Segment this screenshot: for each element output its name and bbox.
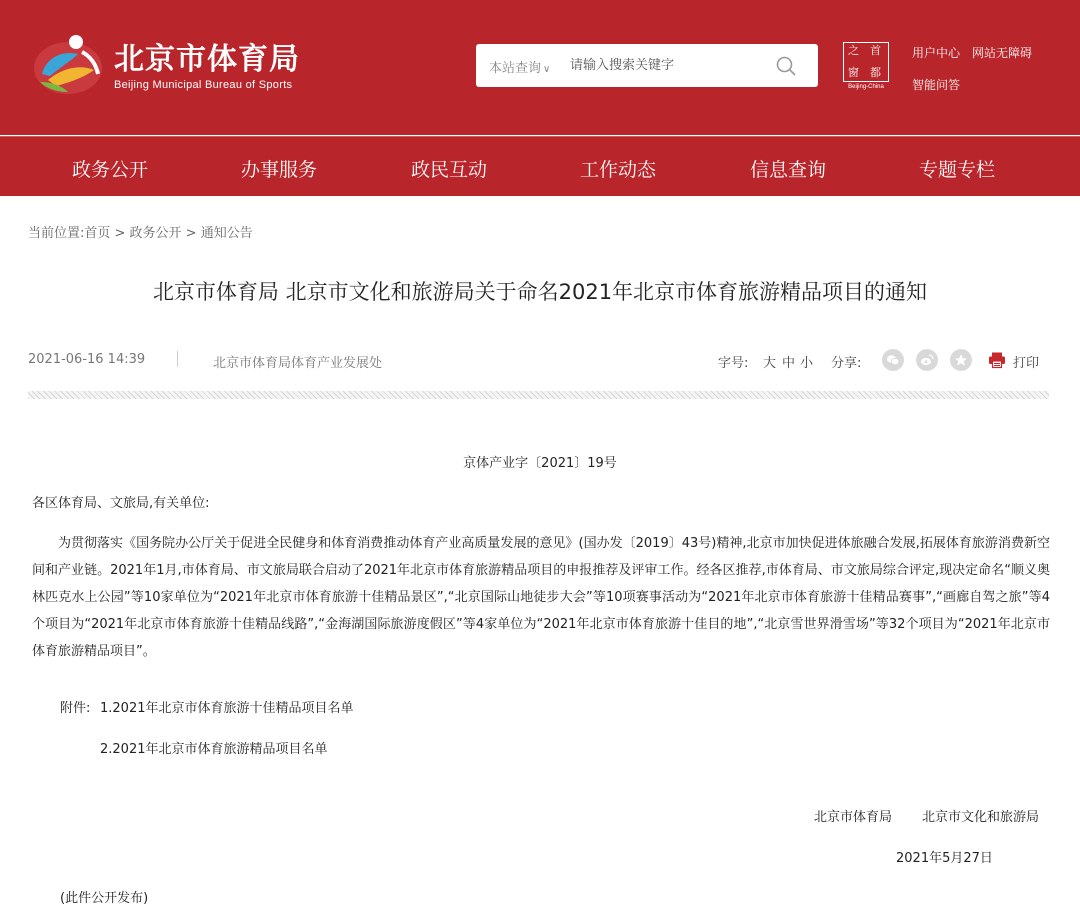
publish-date: 2021-06-16 14:39 [28,352,146,367]
publication-note: (此件公开发布) [60,891,149,906]
search-scope-dropdown[interactable] [489,57,550,76]
chevron-down-icon: ∨ [543,64,551,75]
meta-divider-stripe [28,391,1049,399]
capital-window-seal[interactable] [843,42,889,92]
nav-item-interaction[interactable]: 政民互动 [411,159,488,181]
breadcrumb[interactable]: 当前位置:首页 > 政务公开 > 通知公告 [28,226,253,241]
search-icon[interactable] [775,55,797,77]
nav-item-special-topics[interactable]: 专题专栏 [919,159,996,181]
body-paragraph: 为贯彻落实《国务院办公厅关于促进全民健身和体育消费推动体育产业高质量发展的意见》(国办发〔2019〕43号)精神,北京市加快促进体旅融合发展,拓展体育旅游消费新空间和产业链。2021年1月,市体育局、市文旅局联合启动了2021年北京市体育旅游精品项目的申报推荐及评审工作。经各区推荐,市体育局、市文旅局综合评定,现决定命名“顺义奥林匹克水上公园”等10家单位为“2021年北京市体育旅游十佳精品景区”,“北京国际山地徒步大会”等10项赛事活动为“2021年北京市体育旅游十佳精品赛事”,“画廊自驾之旅”等4个项目为“2021年北京市体育旅游十佳精品线路”,“金海湖国际旅游度假区”等4家单位为“2021年北京市体育旅游十佳目的地”,“北京雪世界滑雪场”等32个项目为“2021年北京市体育旅游精品项目”。 [32,536,1050,659]
nav-item-info-query[interactable]: 信息查询 [750,159,827,181]
seal-frame [843,42,889,82]
nav-item-gov-affairs[interactable]: 政务公开 [72,159,149,181]
sign-date: 2021年5月27日 [896,851,993,866]
seal-char: 之 [848,44,859,57]
weibo-icon[interactable] [916,349,938,371]
site-header [0,0,1080,135]
wechat-icon[interactable] [882,349,904,371]
signatory-sports-bureau: 北京市体育局 [814,810,893,825]
sports-bureau-logo-icon[interactable] [32,30,104,98]
attachments-label: 附件: [60,701,91,716]
seal-char: 窗 [848,66,859,79]
printer-icon[interactable] [988,351,1006,369]
seal-caption: Beijing-China [848,84,884,90]
attachment-link-2[interactable]: 2.2021年北京市体育旅游精品项目名单 [100,742,328,757]
meta-divider [177,351,178,367]
font-size-medium[interactable]: 中 [782,356,796,371]
document-number: 京体产业字〔2021〕19号 [463,456,617,471]
publishing-department: 北京市体育局体育产业发展处 [213,356,383,371]
accessibility-link[interactable]: 网站无障碍 [972,46,1033,60]
seal-char: 都 [870,66,881,79]
search-scope-label: 本站查询 [489,61,542,76]
smart-qa-link[interactable]: 智能问答 [912,78,961,92]
signatory-culture-tourism-bureau: 北京市文化和旅游局 [922,810,1040,825]
article-title: 北京市体育局 北京市文化和旅游局关于命名2021年北京市体育旅游精品项目的通知 [152,280,928,304]
font-size-small[interactable]: 小 [800,356,814,371]
font-size-label: 字号: [718,356,749,371]
nav-item-work-news[interactable]: 工作动态 [580,159,657,181]
user-center-link[interactable]: 用户中心 [912,46,961,60]
print-link[interactable]: 打印 [1013,356,1040,371]
share-label: 分享: [831,356,862,371]
salutation: 各区体育局、文旅局,有关单位: [32,496,210,511]
attachment-link-1[interactable]: 1.2021年北京市体育旅游十佳精品项目名单 [100,701,354,716]
main-nav [0,136,1080,196]
qzone-icon[interactable] [950,349,972,371]
nav-item-services[interactable]: 办事服务 [241,159,318,181]
search-box [476,44,818,87]
org-name-cn[interactable]: 北京市体育局 [114,42,300,77]
font-size-large[interactable]: 大 [763,356,777,371]
org-name-en: Beijing Municipal Bureau of Sports [114,79,293,91]
seal-char: 首 [870,44,881,57]
search-input[interactable] [570,54,770,77]
